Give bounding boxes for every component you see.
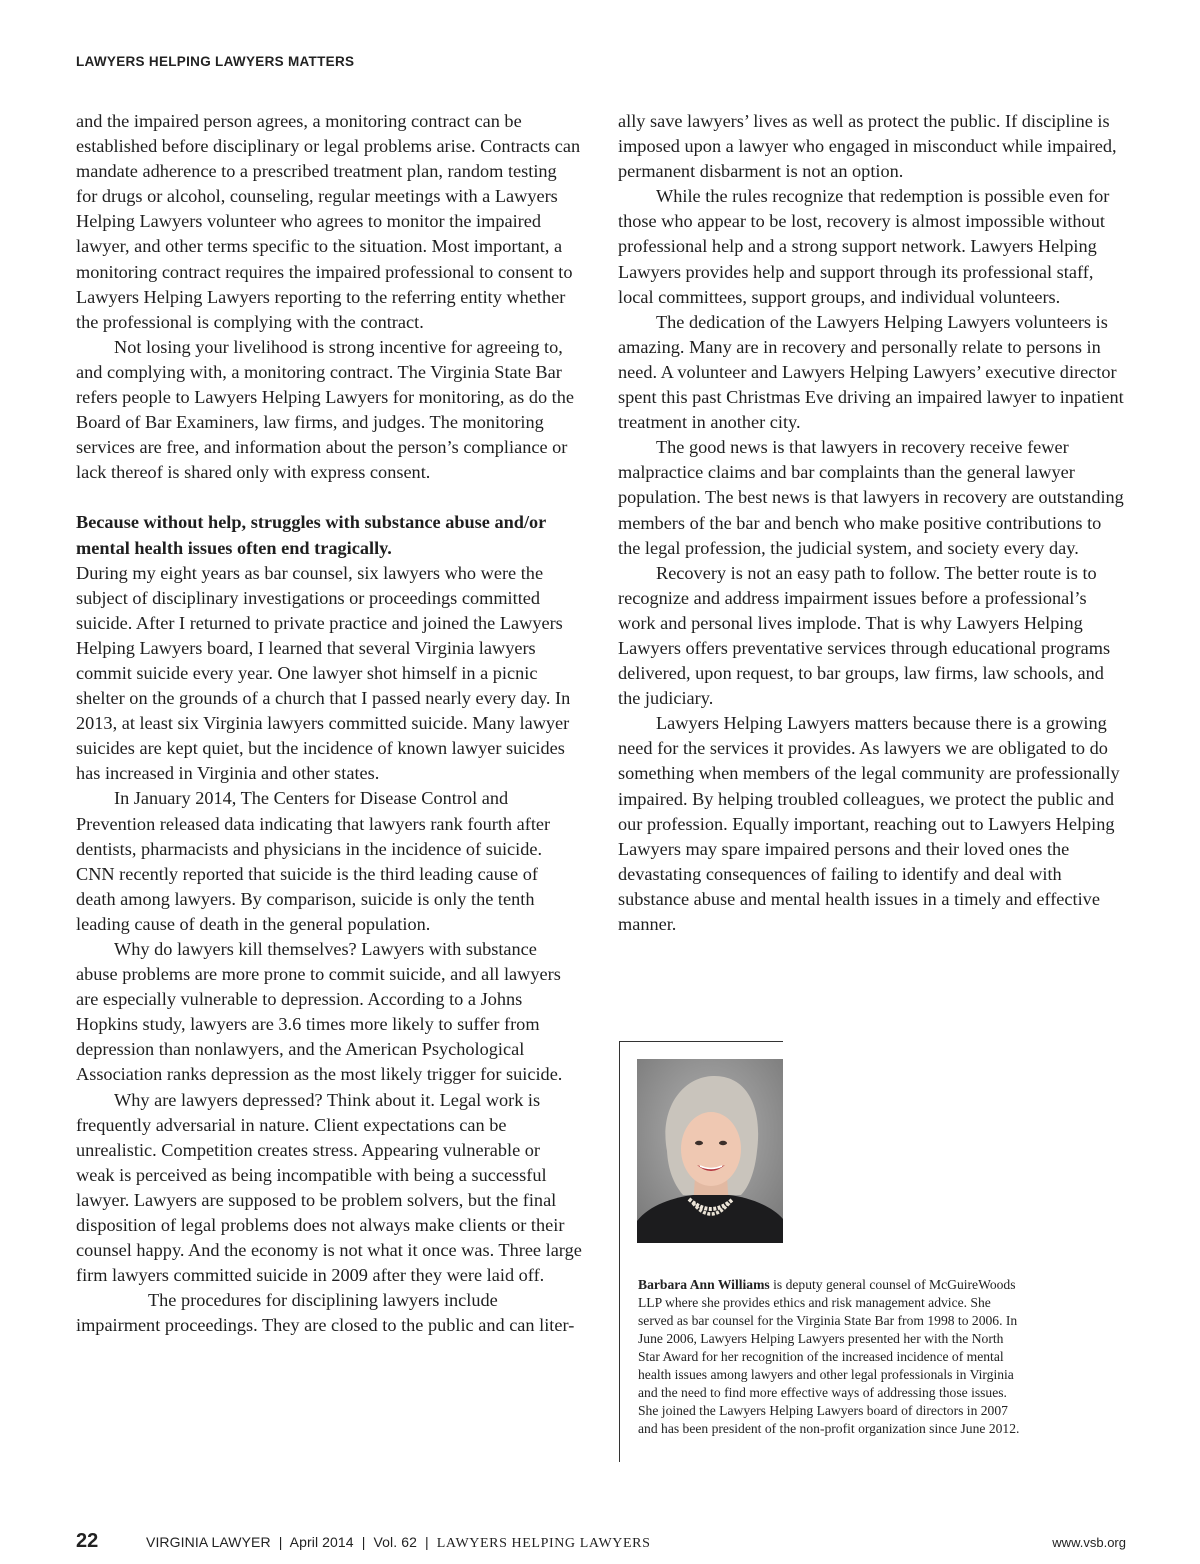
right-column [618,109,1126,937]
right-paragraph-6: Lawyers Helping Lawyers matters because there is a growing need for the services it provides. As lawyers we are obligated to do something when members of the legal community are professionally impaired. By helping troubled colleagues, we protect the public and our profession. Equally important, reaching out to Lawyers Helping Lawyers may spare impaired persons and their loved ones the devastating consequences of failing to identify and deal with substance abuse and mental health issues in a timely and effective manner. [618,713,1120,934]
page-number: 22 [76,1530,99,1552]
left-paragraph-6: Why are lawyers depressed? Think about it. Legal work is frequently adversarial in nature. Client expectations can be unrealistic. Competition creates stress. Appearing vulnerable or weak is perceived as being incompatible with being a successful lawyer. Lawyers are supposed to be problem solvers, but the final disposition of legal problems does not always make clients or their counsel happy. And the economy is not what it once was. Three large firm lawyers committed suicide in 2009 after they were laid off. [76,1089,582,1286]
separator: | [361,1534,366,1550]
left-paragraph-5: Why do lawyers kill themselves? Lawyers with substance abuse problems are more prone to commit suicide, and all lawyers are especially vulnerable to depression. According to a Johns Hopkins study, lawyers are 3.6 times more likely to suffer from depression than nonlawyers, and the American Psychological Association ranks depression as the most likely trigger for suicide. [76,939,563,1085]
left-paragraph-7: The procedures for disciplining lawyers include impairment proceedings. They are closed to the public and can liter- [76,1290,575,1336]
section-heading: Because without help, struggles with substance abuse and/or mental health issues often end tragically. [76,512,546,558]
frame-gap [783,1038,1033,1044]
section-name: LAWYERS HELPING LAWYERS [436,1536,651,1551]
separator: | [424,1534,429,1550]
left-paragraph-4: In January 2014, The Centers for Disease Control and Prevention released data indicating that lawyers rank fourth after dentists, pharmacists and physicians in the incidence of suicide. CNN recently reported that suicide is the third leading cause of death among lawyers. By comparison, suicide is only the tenth leading cause of death in the general population. [76,788,551,934]
author-bio [638,1276,1023,1439]
right-paragraph-4: The good news is that lawyers in recovery receive fewer malpractice claims and bar complaints than the general lawyer population. The best news is that lawyers in recovery are outstanding members of the bar and bench who make positive contributions to the legal profession, the judicial system, and society every day. [618,437,1124,558]
author-portrait [637,1059,783,1243]
publication-line [146,1534,650,1552]
issue-date: April 2014 [289,1534,354,1550]
right-paragraph-1: ally save lawyers’ lives as well as protect the public. If discipline is imposed upon a lawyer who engaged in misconduct while impaired, permanent disbarment is not an option. [618,111,1117,182]
volume: Vol. 62 [373,1534,417,1550]
page-footer [76,1530,1126,1558]
right-paragraph-5: Recovery is not an easy path to follow. The better route is to recognize and address impairment issues before a professional’s work and personal lives implode. That is why Lawyers Helping Lawyers offers preventative services through educational programs delivered, upon request, to bar groups, law firms, law schools, and the judiciary. [618,562,1111,709]
author-bio-text: is deputy general counsel of McGuireWoods LLP where she provides ethics and risk management advice. She served as bar counsel for the Virginia State Bar from 1998 to 2006. In June 2006, Lawyers Helping Lawyers presented her with the North Star Award for her recognition of the increased incidence of mental health issues among lawyers and other legal professionals in Virginia and the need to find more effective ways of addressing those issues. She joined the Lawyers Helping Lawyers board of directors in 2007 and has been president of the non-profit organization since June 2012. [638,1276,1020,1437]
right-paragraph-2: While the rules recognize that redemption is possible even for those who appear to be lost, recovery is almost impossible without professional help and a strong support network. Lawyers Helping Lawyers provides help and support through its professional staff, local committees, support groups, and individual volunteers. [618,186,1110,307]
separator: | [278,1534,283,1550]
left-column [76,109,582,1339]
left-paragraph-3: During my eight years as bar counsel, six lawyers who were the subject of disciplinary investigations or proceedings committed suicide. After I returned to private practice and joined the Lawyers Helping Lawyers board, I learned that several Virginia lawyers commit suicide every year. One lawyer shot himself in a picnic shelter on the grounds of a church that I passed nearly every day. In 2013, at least six Virginia lawyers committed suicide. Many lawyer suicides are kept quiet, but the incidence of known lawyer suicides has increased in Virginia and other states. [76,562,571,784]
author-name: Barbara Ann Williams [638,1276,770,1292]
right-paragraph-3: The dedication of the Lawyers Helping Lawyers volunteers is amazing. Many are in recovery and personally relate to persons in need. A volunteer and Lawyers Helping Lawyers’ executive director spent this past Christmas Eve driving an impaired lawyer to inpatient treatment in another city. [618,311,1124,433]
website-url[interactable]: www.vsb.org [1052,1535,1126,1550]
publication-name: VIRGINIA LAWYER [146,1534,271,1550]
left-paragraph-1: and the impaired person agrees, a monitoring contract can be established before disciplinary or legal problems arise. Contracts can mandate adherence to a prescribed treatment plan, random testing for drugs or alcohol, counseling, regular meetings with a Lawyers Helping Lawyers volunteer who agrees to monitor the impaired lawyer, and other terms specific to the situation. Most important, a monitoring contract requires the impaired professional to consent to Lawyers Helping Lawyers reporting to the referring entity whether the professional is complying with the contract. [76,111,581,332]
running-head: LAWYERS HELPING LAWYERS MATTERS [76,54,355,69]
left-paragraph-2: Not losing your livelihood is strong incentive for agreeing to, and complying with, a monitoring contract. The Virginia State Bar refers people to Lawyers Helping Lawyers for monitoring, as do the Board of Bar Examiners, law firms, and judges. The monitoring services are free, and information about the person’s compliance or lack thereof is shared only with express consent. [76,336,575,483]
